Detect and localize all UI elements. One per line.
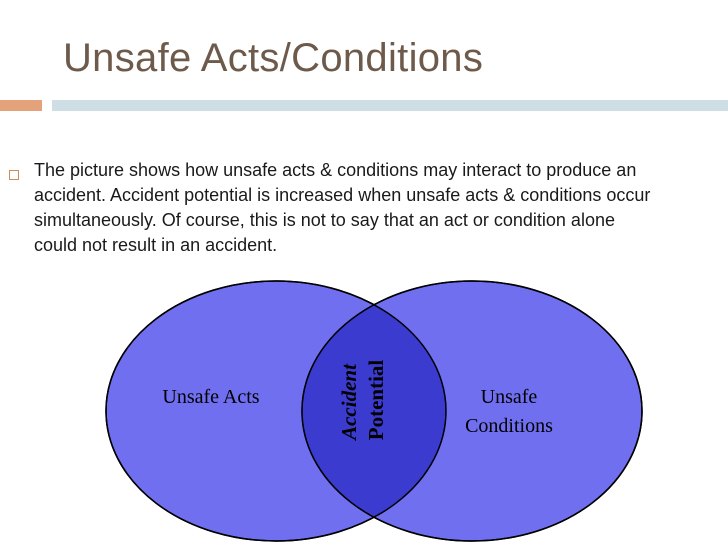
potential-label: Potential	[364, 359, 388, 441]
unsafe-conditions-label-line1: Unsafe	[480, 386, 538, 408]
slide-title: Unsafe Acts/Conditions	[63, 36, 484, 80]
unsafe-acts-label: Unsafe Acts	[162, 386, 260, 408]
accident-label: Accident	[337, 364, 361, 440]
unsafe-conditions-label-line2: Conditions	[465, 415, 553, 437]
body-paragraph: The picture shows how unsafe acts & conditions may interact to produce an accident. Accident potential is increased when unsafe acts & conditions occur simultaneously. Of course, this is not to say that an act or condition alone could not result in an accident.	[34, 160, 651, 255]
